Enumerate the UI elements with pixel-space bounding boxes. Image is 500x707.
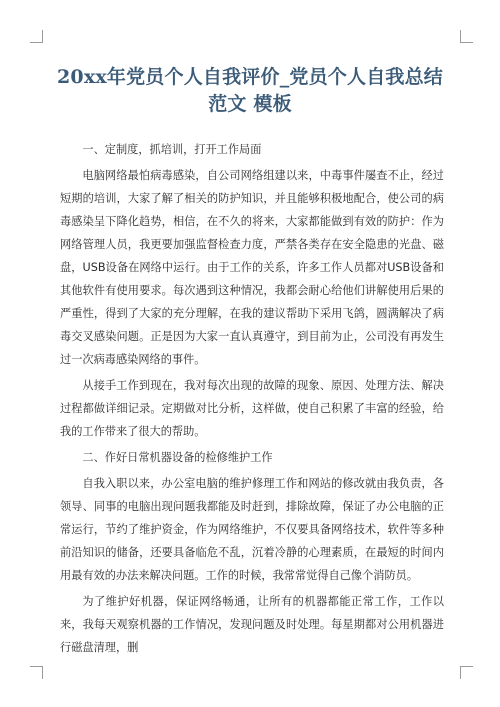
crop-mark-bottom-left [30, 666, 43, 679]
paragraph: 电脑网络最怕病毒感染，自公司网络组建以来，中毒事件屡查不止，经过短期的培训，大家了解了相关的防护知识，并且能够积极地配合，使公司的病毒感染呈下降化趋势，相信，在不久的将来，大家都能做到有效的防护：作为网络管理人员，我更要加强监督检查力度，严禁各类存在安全隐患的光盘、磁盘，USB设备在网络中运行。由于工作的关系，许多工作人员都对USB设备和其他软件有使用要求。每次遇到这种情况，我都会耐心给他们讲解使用后果的严重性，得到了大家的充分理解，在我的建议帮助下采用飞鸽，圆满解决了病毒交叉感染问题。正是因为大家一直认真遵守，到目前为止，公司没有再发生过一次病毒感染网络的事件。 [60, 169, 444, 366]
crop-mark-bottom-right [460, 666, 473, 679]
crop-mark-top-left [30, 30, 43, 43]
crop-mark-top-right [460, 30, 473, 43]
section-heading: 一、定制度，抓培训，打开工作局面 [82, 143, 262, 156]
document-body [60, 138, 444, 662]
paragraph: 自我入职以来，办公室电脑的维护修理工作和网站的修改就由我负责，各领导、同事的电脑出现问题我都能及时赶到，排除故障，保证了办公电脑的正常运行，节约了维护资金，作为网络维护，不仅要具备网络技术，软件等多种前沿知识的储备，还要具备临危不乱，沉着冷静的心理素质，在最短的时间内用最有效的办法来解决问题。工作的时候，我常常觉得自己像个消防员。 [60, 477, 444, 582]
paragraph: 从接手工作到现在，我对每次出现的故障的现象、原因、处理方法、解决过程都做详细记录。定期做对比分析，这样做，使自己积累了丰富的经验，给我的工作带来了很大的帮助。 [60, 379, 444, 438]
paragraph: 为了维护好机器，保证网络畅通，让所有的机器都能正常工作，工作以来，我每天观察机器的工作情况，发现问题及时处理。每星期都对公用机器进行磁盘清理，删 [60, 595, 444, 654]
section-heading: 二、作好日常机器设备的检修维护工作 [82, 451, 273, 464]
document-title: 20xx年党员个人自我评价_党员个人自我总结范文 模板 [57, 66, 443, 115]
